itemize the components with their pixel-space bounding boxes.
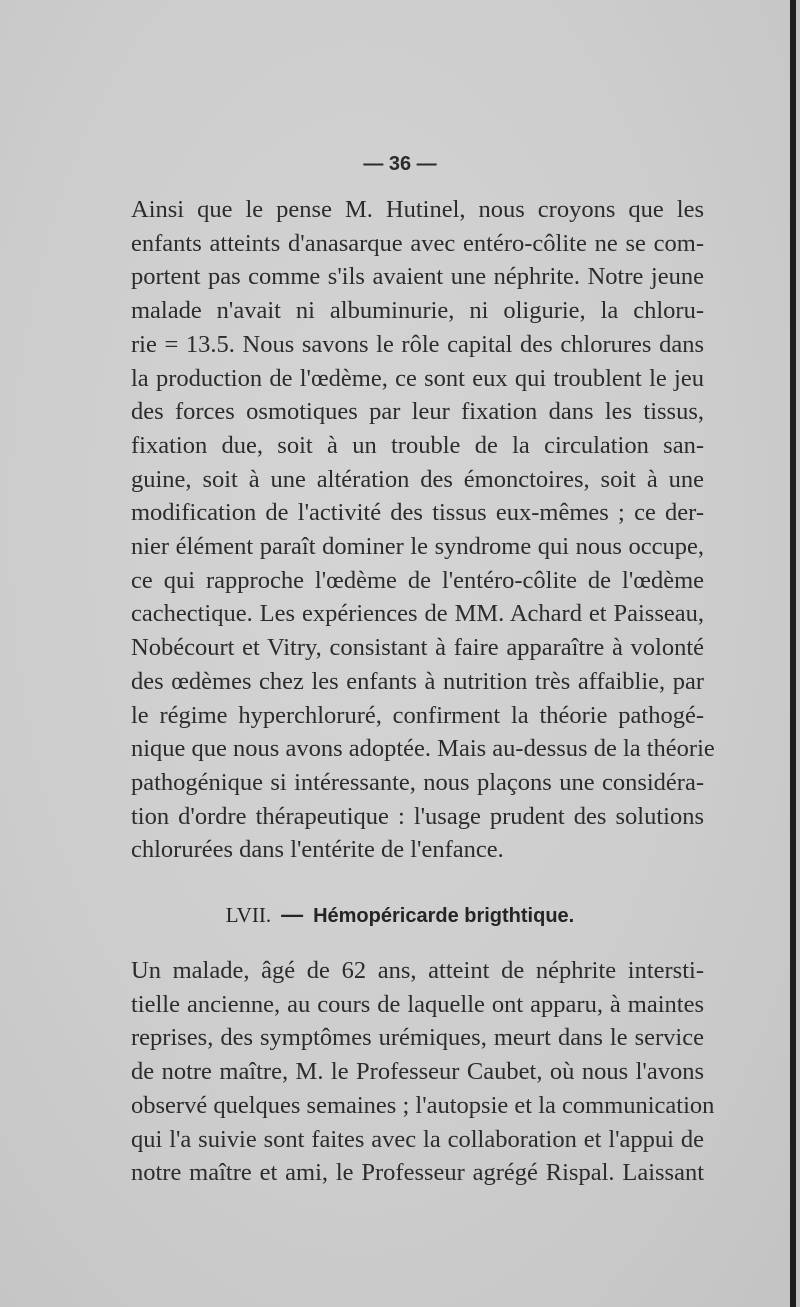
text-line: nier élément paraît dominer le syndrome qui nous occupe, [131, 533, 704, 561]
page-number: — 36 — [363, 153, 437, 175]
text-line: notre maître et ami, le Professeur agrégé Rispal. Laissant [131, 1159, 704, 1187]
page-edge-shadow [790, 0, 796, 1307]
text-line: cachectique. Les expériences de MM. Achard et Paisseau, [131, 600, 704, 628]
section-number: LVII. [225, 903, 272, 927]
text-line: fixation due, soit à un trouble de la circulation san- [131, 431, 704, 459]
text-line: qui l'a suivie sont faites avec la collaboration et l'appui de [131, 1125, 704, 1153]
text-line: portent pas comme s'ils avaient une néphrite. Notre jeune [131, 263, 704, 291]
text-line: enfants atteints d'anasarque avec entéro-côlite ne se com- [131, 229, 704, 257]
text-line: tielle ancienne, au cours de laquelle ont apparu, à maintes [131, 990, 704, 1018]
text-line: tion d'ordre thérapeutique : l'usage prudent des solutions [131, 802, 704, 830]
text-line: pathogénique si intéressante, nous plaçons une considéra- [131, 768, 704, 796]
text-line: Un malade, âgé de 62 ans, atteint de néphrite intersti- [131, 957, 704, 984]
text-line: guine, soit à une altération des émonctoires, soit à une [131, 465, 704, 493]
body-paragraph-2 [107, 954, 715, 1190]
text-line: nique que nous avons adoptée. Mais au-dessus de la théorie [131, 735, 715, 763]
text-line: ce qui rapproche l'œdème de l'entéro-côlite de l'œdème [131, 566, 704, 594]
section-title: Hémopéricarde brigthtique. [313, 905, 575, 927]
section-dash: — [281, 902, 304, 927]
text-line: rie = 13.5. Nous savons le rôle capital des chlorures dans [131, 330, 704, 358]
section-heading [0, 902, 800, 928]
text-line: des œdèmes chez les enfants à nutrition très affaiblie, par [131, 667, 704, 695]
text-line: la production de l'œdème, ce sont eux qui troublent le jeu [131, 364, 704, 392]
text-line: le régime hyperchloruré, confirment la théorie pathogé- [131, 701, 704, 729]
text-line: Nobécourt et Vitry, consistant à faire apparaître à volonté [131, 634, 704, 662]
text-line: observé quelques semaines ; l'autopsie et la communication [131, 1091, 715, 1119]
text-line: chlorurées dans l'entérite de l'enfance. [131, 836, 504, 864]
text-line: Ainsi que le pense M. Hutinel, nous croyons que les [131, 196, 704, 223]
text-line: reprises, des symptômes urémiques, meurt dans le service [131, 1024, 704, 1052]
text-line: malade n'avait ni albuminurie, ni oligurie, la chloru- [131, 297, 704, 325]
text-line: de notre maître, M. le Professeur Caubet, où nous l'avons [131, 1058, 704, 1086]
text-line: des forces osmotiques par leur fixation dans les tissus, [131, 398, 704, 426]
text-line: modification de l'activité des tissus eux-mêmes ; ce der- [131, 499, 704, 527]
body-paragraph-1 [107, 193, 715, 867]
